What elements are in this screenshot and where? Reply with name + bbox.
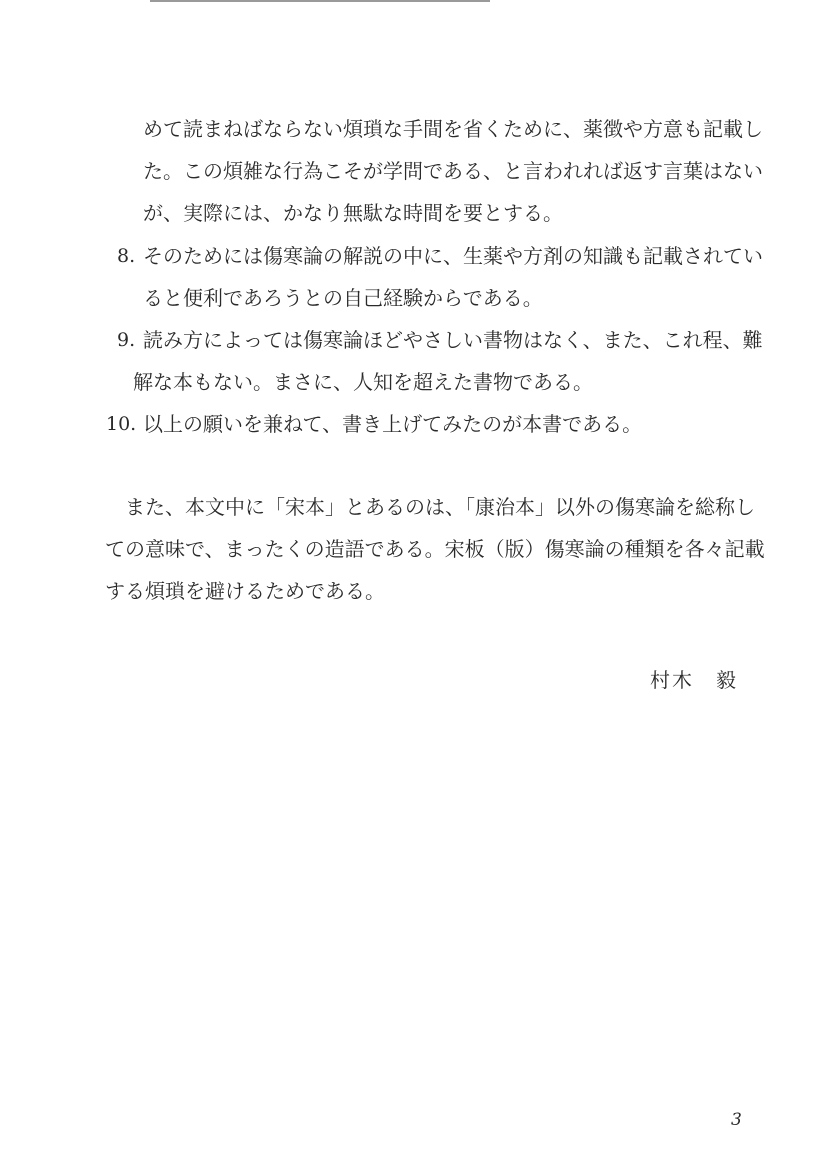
text-line: ての意味で、まったくの造語である。宋板（版）傷寒論の種類を各々記載 <box>105 537 765 561</box>
item-number: 8. <box>117 245 136 267</box>
text-line: 以上の願いを兼ねて、書き上げてみたのが本書である。 <box>143 412 643 436</box>
text-line: する煩瑣を避けるためである。 <box>105 579 385 603</box>
text-line: また、本文中に「宋本」とあるのは、「康治本」以外の傷寒論を総称し <box>125 495 755 519</box>
page-number: 3 <box>731 1110 742 1130</box>
scan-edge-line <box>150 0 490 2</box>
item-number: 10. <box>106 413 137 435</box>
text-line: めて読まねばならない煩瑣な手間を省くために、薬徴や方意も記載し <box>143 117 763 141</box>
item-number: 9. <box>117 329 136 351</box>
author-signature: 村木 毅 <box>650 668 738 692</box>
text-line: が、実際には、かなり無駄な時間を要とする。 <box>143 201 563 225</box>
text-line: 読み方によっては傷寒論ほどやさしい書物はなく、また、これ程、難 <box>143 328 763 352</box>
text-line: そのためには傷寒論の解説の中に、生薬や方剤の知識も記載されてい <box>143 244 763 268</box>
text-line: 解な本もない。まさに、人知を超えた書物である。 <box>133 370 593 394</box>
text-line: た。この煩雑な行為こそが学問である、と言われれば返す言葉はない <box>143 159 763 183</box>
text-line: ると便利であろうとの自己経験からである。 <box>143 286 543 310</box>
